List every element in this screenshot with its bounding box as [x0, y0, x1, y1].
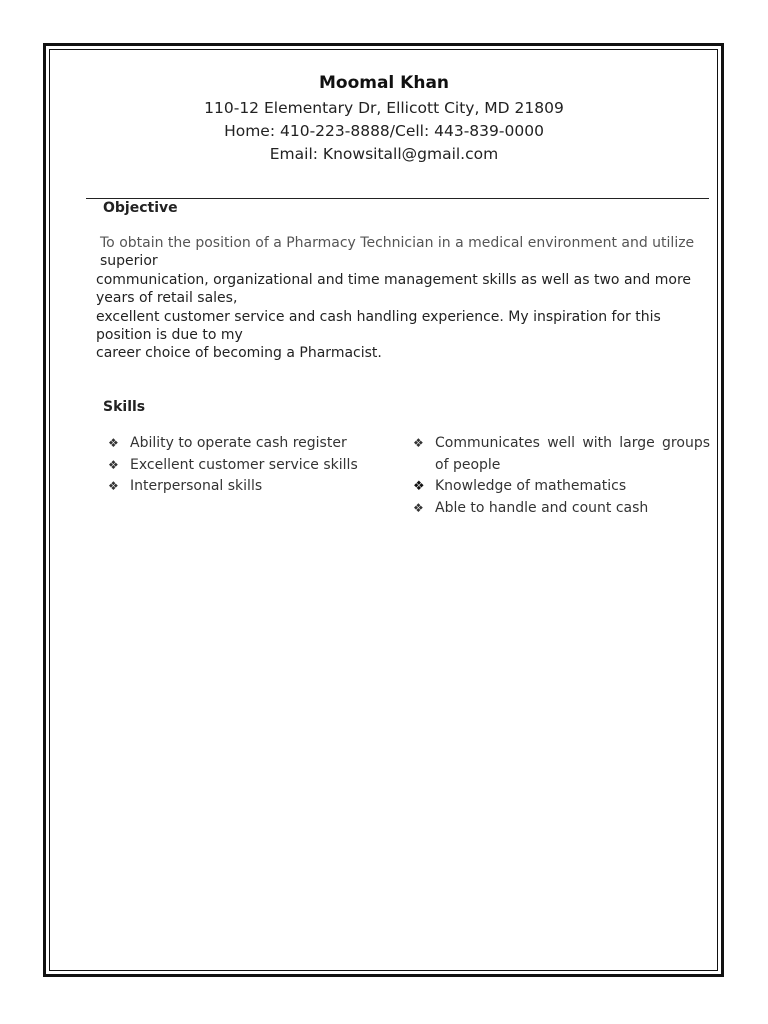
diamond-bullet-icon: ❖ — [413, 479, 425, 494]
objective-heading: Objective — [103, 200, 178, 216]
list-item — [108, 476, 361, 498]
skill-text: Communicates well with large groups of people — [435, 435, 710, 473]
objective-line-1-end: superior — [100, 253, 158, 270]
objective-paragraph — [58, 234, 713, 363]
skill-text: Able to handle and count cash — [435, 499, 649, 516]
email-line: Email: Knowsitall@gmail.com — [269, 145, 499, 163]
objective-line-2: communication, organizational and time management skills as well as two and more years of retail sales, — [96, 271, 691, 307]
skill-text: Knowledge of mathematics — [435, 478, 627, 494]
list-item — [413, 498, 710, 520]
address-line: 110-12 Elementary Dr, Ellicott City, MD 21809 — [204, 99, 564, 117]
skill-text: Excellent customer service skills — [130, 456, 358, 473]
diamond-bullet-icon: ❖ — [108, 479, 119, 493]
phone-line: Home: 410-223-8888/Cell: 443-839-0000 — [224, 122, 544, 140]
objective-line-1 — [58, 234, 713, 271]
objective-line-3: excellent customer service and cash handling experience. My inspiration for this position is due to my — [96, 308, 661, 344]
skill-text: Interpersonal skills — [130, 478, 263, 494]
list-item — [413, 476, 710, 498]
list-item — [413, 433, 710, 476]
skills-list-left — [108, 433, 361, 498]
skills-heading: Skills — [103, 399, 146, 415]
list-item — [108, 455, 361, 477]
diamond-bullet-icon: ❖ — [413, 500, 424, 515]
skill-text: Ability to operate cash register — [130, 435, 347, 451]
list-item — [108, 433, 361, 455]
skills-list-right — [413, 433, 710, 519]
header-divider — [86, 198, 709, 199]
candidate-name: Moomal Khan — [318, 73, 450, 93]
objective-line-1-start: To obtain the position of a Pharmacy Technician in a medical environment and utilize — [100, 235, 695, 251]
diamond-bullet-icon: ❖ — [108, 457, 119, 472]
diamond-bullet-icon: ❖ — [108, 436, 119, 450]
diamond-bullet-icon: ❖ — [413, 436, 424, 450]
objective-line-4: career choice of becoming a Pharmacist. — [96, 345, 382, 362]
